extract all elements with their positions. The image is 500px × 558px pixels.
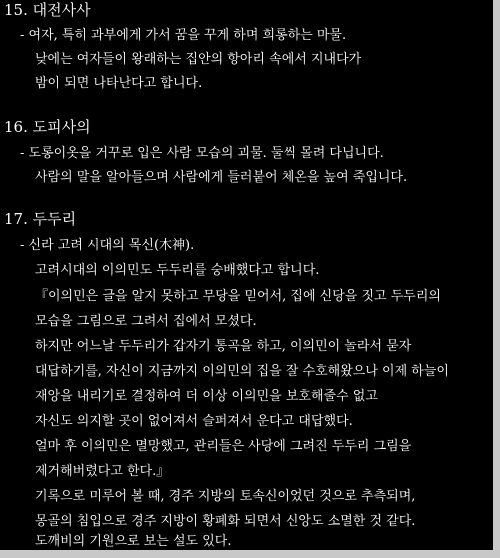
section-line: 『이의민은 글을 알지 못하고 무당을 믿어서, 집에 신당을 짓고 두두리의 xyxy=(35,289,441,304)
section-line: 사람의 말을 알아들으며 사람에게 들러붙어 체온을 높여 죽입니다. xyxy=(35,170,408,185)
section-line: 얼마 후 이의민은 멸망했고, 관리들은 사당에 그려진 두두리 그림을 xyxy=(35,439,412,454)
section-line: 제거해버렸다고 한다.』 xyxy=(35,464,170,479)
section-title: 15. 대전사사 xyxy=(4,1,91,19)
section-line: - 도롱이옷을 거꾸로 입은 사람 모습의 괴물. 둘씩 몰려 다닙니다. xyxy=(20,146,384,161)
section-title: 17. 두두리 xyxy=(4,210,77,228)
section-line: 고려시대의 이의민도 두두리를 숭배했다고 합니다. xyxy=(35,263,320,278)
section-line: 낮에는 여자들이 왕래하는 집안의 항아리 속에서 지내다가 xyxy=(35,52,362,67)
section-line: 몽골의 침입으로 경주 지방이 황폐화 되면서 신앙도 소멸한 것 같다. xyxy=(35,514,416,529)
section-line: - 신라 고려 시대의 목신(木神). xyxy=(20,238,195,253)
section-line: 대답하기를, 자신이 지금까지 이의민의 집을 잘 수호해왔으나 이제 하늘이 xyxy=(35,364,449,379)
section-title: 16. 도피사의 xyxy=(4,118,91,136)
section-line: 도깨비의 기원으로 보는 설도 있다. xyxy=(35,534,232,549)
section-line: 모습을 그림으로 그려서 집에서 모셨다. xyxy=(35,314,257,329)
section-line: 기록으로 미루어 볼 때, 경주 지방의 토속신이었던 것으로 추측되며, xyxy=(35,489,416,504)
section-line: 하지만 어느날 두두리가 갑자기 통곡을 하고, 이의민이 놀라서 묻자 xyxy=(35,339,412,354)
section-line: 밤이 되면 나타난다고 합니다. xyxy=(35,76,203,91)
section-line: - 여자, 특히 과부에게 가서 꿈을 꾸게 하며 희롱하는 마물. xyxy=(20,28,347,43)
section-line: 자신도 의지할 곳이 없어져서 슬퍼져서 운다고 대답했다. xyxy=(35,414,353,429)
section-line: 재앙을 내리기로 결정하여 더 이상 이의민을 보호해줄수 없고 xyxy=(35,389,378,404)
